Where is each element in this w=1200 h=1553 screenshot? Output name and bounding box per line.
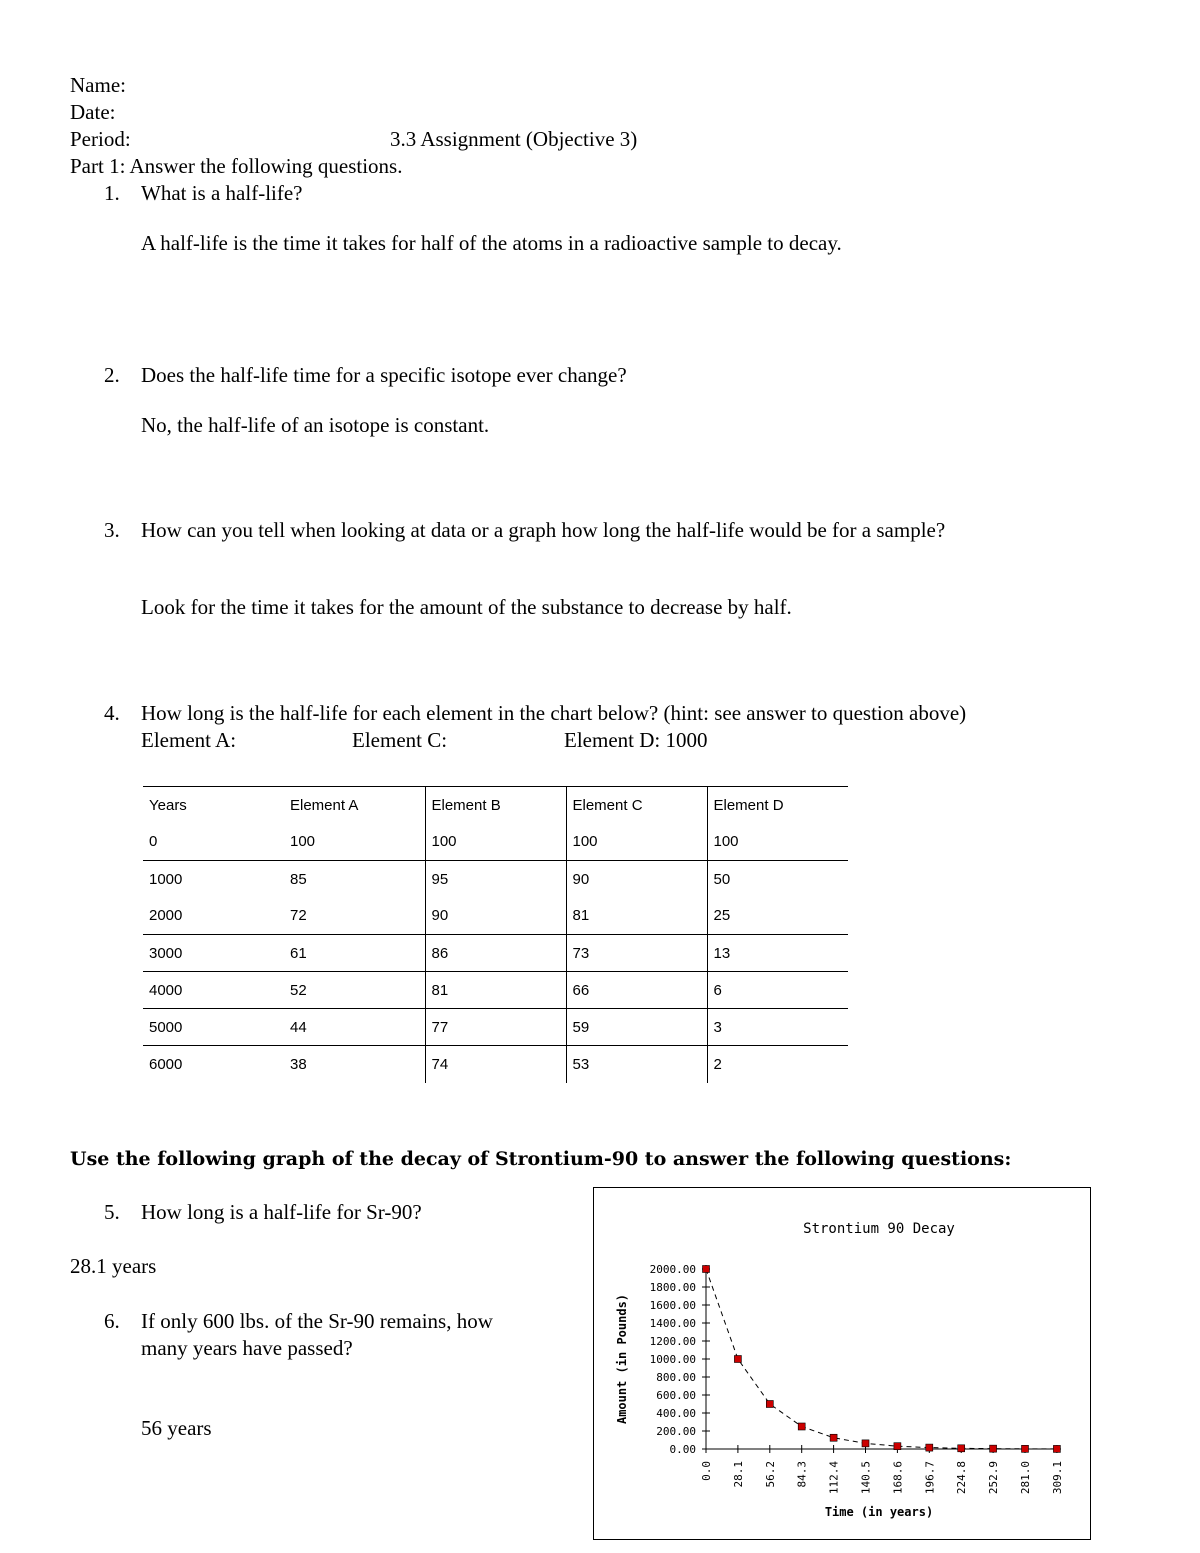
data-point	[734, 1356, 741, 1363]
table-cell: 81	[566, 898, 707, 935]
x-tick-label: 56.2	[763, 1461, 777, 1488]
q3-text: How can you tell when looking at data or a graph how long the half-life would be for a sample?	[141, 518, 946, 542]
table-header-cell: Years	[143, 787, 284, 824]
table-cell: 0	[149, 833, 158, 851]
table-cell: 72	[290, 907, 307, 925]
q4-number: 4.	[104, 701, 120, 725]
q2-answer: No, the half-life of an isotope is constant.	[141, 413, 490, 437]
table-row	[143, 1009, 848, 1046]
q5-number: 5.	[104, 1200, 120, 1224]
data-point	[990, 1445, 997, 1452]
table-cell: 4000	[143, 972, 284, 1009]
series-line	[706, 1269, 1057, 1449]
table-row	[143, 1046, 848, 1083]
x-axis-label: Time (in years)	[824, 1505, 934, 1519]
q4-element-d: Element D: 1000	[564, 728, 708, 752]
table-header-cell: Element C	[566, 787, 707, 824]
table-cell: 44	[284, 1009, 425, 1046]
q3-number: 3.	[104, 518, 120, 542]
assignment-title: 3.3 Assignment (Objective 3)	[390, 127, 638, 151]
y-axis-label: Amount (in Pounds)	[615, 1293, 629, 1425]
data-point	[894, 1443, 901, 1450]
data-point	[926, 1444, 933, 1451]
table-header-cell: Element B	[425, 787, 566, 824]
table-cell: 53	[566, 1046, 707, 1083]
table-cell: 3000	[143, 935, 284, 972]
q1-number: 1.	[104, 181, 120, 205]
data-point	[958, 1445, 965, 1452]
period-label: Period:	[70, 127, 131, 151]
table-cell: 66	[566, 972, 707, 1009]
table-cell: 81	[425, 972, 566, 1009]
data-point	[798, 1423, 805, 1430]
table-cell: 90	[566, 861, 707, 898]
q4-element-a: Element A:	[141, 728, 237, 752]
q4-text: How long is the half-life for each element in the chart below? (hint: see answer to question above)	[141, 701, 967, 725]
q3-answer: Look for the time it takes for the amount of the substance to decrease by half.	[141, 595, 792, 619]
q6-text-line1: If only 600 lbs. of the Sr-90 remains, how	[141, 1309, 493, 1333]
table-cell: 95	[425, 861, 566, 898]
data-point	[1053, 1445, 1060, 1452]
table-row	[143, 898, 848, 935]
q4-element-c: Element C:	[352, 728, 448, 752]
table-cell: 100	[290, 833, 316, 851]
table-cell: 6	[707, 972, 848, 1009]
table-cell: 2	[707, 1046, 848, 1083]
table-row	[143, 824, 848, 861]
y-tick-label: 200.00	[656, 1425, 696, 1438]
table-cell: 100	[707, 824, 848, 861]
y-tick-label: 800.00	[656, 1371, 696, 1384]
table-header-row	[143, 787, 848, 824]
y-tick-label: 0.00	[669, 1443, 696, 1456]
y-tick-label: 400.00	[656, 1407, 696, 1420]
q5-text: How long is a half-life for Sr-90?	[141, 1200, 422, 1224]
q5-answer: 28.1 years	[70, 1254, 157, 1278]
table-cell: 6000	[143, 1046, 284, 1083]
chart-title: Strontium 90 Decay	[803, 1221, 955, 1237]
q2-text: Does the half-life time for a specific isotope ever change?	[141, 363, 627, 387]
section2-heading: Use the following graph of the decay of Strontium-90 to answer the following questions:	[70, 1148, 1012, 1170]
table-cell: 100	[425, 824, 566, 861]
name-label: Name:	[70, 73, 126, 97]
table-cell: 90	[425, 898, 566, 935]
q6-answer: 56 years	[141, 1416, 212, 1440]
table-cell: 73	[566, 935, 707, 972]
data-point	[830, 1434, 837, 1441]
table-cell: 1000	[143, 861, 284, 898]
x-tick-label: 84.3	[795, 1461, 809, 1488]
x-tick-label: 28.1	[731, 1461, 745, 1488]
x-tick-label: 0.0	[700, 1461, 713, 1481]
table-header-cell: Element A	[284, 787, 425, 824]
q6-number: 6.	[104, 1309, 120, 1333]
date-label: Date:	[70, 100, 116, 124]
table-cell: 3	[707, 1009, 848, 1046]
q1-answer: A half-life is the time it takes for half of the atoms in a radioactive sample to decay.	[141, 231, 842, 255]
x-tick-label: 168.6	[891, 1461, 905, 1495]
table-cell: 52	[284, 972, 425, 1009]
table-cell: 25	[707, 898, 848, 935]
table-cell: 61	[284, 935, 425, 972]
table-row	[143, 935, 848, 972]
data-point	[766, 1401, 773, 1408]
data-point	[862, 1440, 869, 1447]
y-tick-label: 1400.00	[649, 1317, 696, 1330]
table-header-cell: Element D	[707, 787, 848, 824]
x-tick-label: 112.4	[827, 1461, 841, 1495]
table-cell: 86	[425, 935, 566, 972]
q6-text-line2: many years have passed?	[141, 1336, 353, 1360]
y-tick-label: 1000.00	[649, 1353, 696, 1366]
y-tick-label: 2000.00	[649, 1263, 696, 1276]
table-cell: 5000	[143, 1009, 284, 1046]
q2-number: 2.	[104, 363, 120, 387]
sr90-decay-chart	[594, 1188, 1089, 1538]
x-tick-label: 252.9	[987, 1461, 1001, 1495]
sr90-chart-frame	[593, 1187, 1091, 1540]
data-point	[703, 1266, 710, 1273]
y-tick-label: 1600.00	[649, 1299, 696, 1312]
decay-table	[143, 786, 848, 1083]
x-tick-label: 140.5	[859, 1461, 873, 1495]
x-tick-label: 196.7	[923, 1461, 937, 1495]
q1-text: What is a half-life?	[141, 181, 303, 205]
table-cell: 59	[566, 1009, 707, 1046]
table-cell: 85	[284, 861, 425, 898]
table-row	[143, 972, 848, 1009]
y-tick-label: 1800.00	[649, 1281, 696, 1294]
table-cell: 74	[425, 1046, 566, 1083]
table-row	[143, 861, 848, 898]
table-cell: 77	[425, 1009, 566, 1046]
y-tick-label: 1200.00	[649, 1335, 696, 1348]
table-cell: 38	[284, 1046, 425, 1083]
part1-instructions: Part 1: Answer the following questions.	[70, 154, 403, 178]
y-tick-label: 600.00	[656, 1389, 696, 1402]
x-tick-label: 224.8	[955, 1461, 969, 1495]
table-cell: 100	[566, 824, 707, 861]
x-tick-label: 281.0	[1019, 1461, 1032, 1495]
table-cell: 13	[707, 935, 848, 972]
data-point	[1022, 1445, 1029, 1452]
table-cell: 50	[707, 861, 848, 898]
table-cell: 2000	[149, 907, 183, 925]
x-tick-label: 309.1	[1050, 1461, 1064, 1495]
